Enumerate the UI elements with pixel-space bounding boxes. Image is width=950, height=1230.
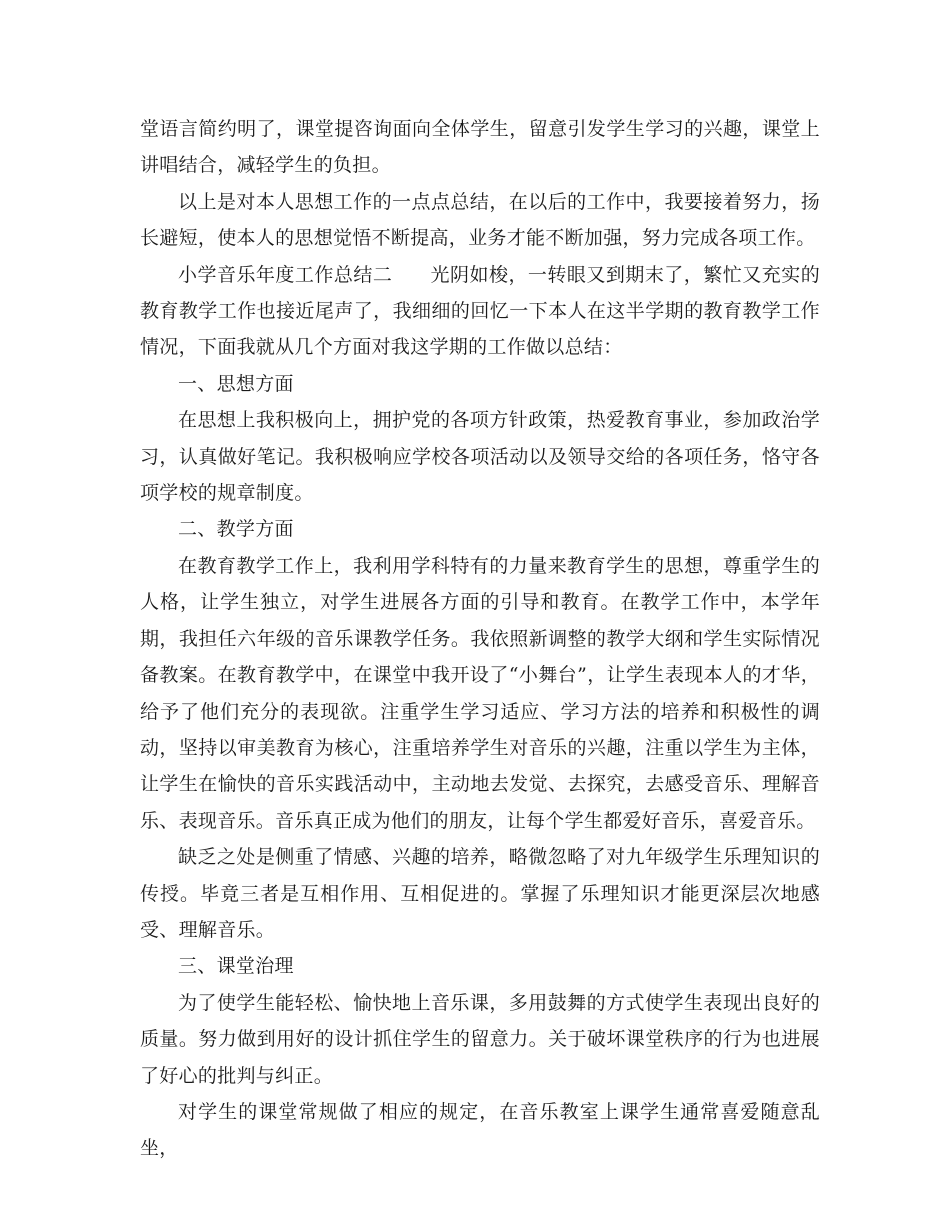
paragraph: 在思想上我积极向上，拥护党的各项方针政策，热爱教育事业，参加政治学习，认真做好笔记。我积极响应学校各项活动以及领导交给的各项任务，恪守各项学校的规章制度。 xyxy=(140,409,820,505)
paragraph-with-title xyxy=(140,257,820,366)
paragraph: 对学生的课堂常规做了相应的规定，在音乐教室上课学生通常喜爱随意乱坐， xyxy=(140,1100,820,1160)
paragraph: 以上是对本人思想工作的一点点总结，在以后的工作中，我要接着努力，扬长避短，使本人的思想觉悟不断提高，业务才能不断加强，努力完成各项工作。 xyxy=(140,190,820,250)
paragraph: 堂语言简约明了，课堂提咨询面向全体学生，留意引发学生学习的兴趣，课堂上讲唱结合，减轻学生的负担。 xyxy=(140,118,820,177)
document-body xyxy=(140,111,820,1167)
paragraph: 为了使学生能轻松、愉快地上音乐课，多用鼓舞的方式使学生表现出良好的质量。努力做到用好的设计抓住学生的留意力。关于破坏课堂秩序的行为也进展了好心的批判与纠正。 xyxy=(140,991,820,1087)
section-heading: 三、课堂治理 xyxy=(178,955,294,978)
paragraph: 在教育教学工作上，我利用学科特有的力量来教育学生的思想，尊重学生的人格，让学生独立，对学生进展各方面的引导和教育。在教学工作中，本学年期，我担任六年级的音乐课教学任务。我依照新调整的教学大纲和学生实际情况备教案。在教育教学中，在课堂中我开设了“小舞台”，让学生表现本人的才华，给予了他们充分的表现欲。注重学生学习适应、学习方法的培养和积极性的调动，坚持以审美教育为核心，注重培养学生对音乐的兴趣，注重以学生为主体，让学生在愉快的音乐实践活动中，主动地去发觉、去探究，去感受音乐、理解音乐、表现音乐。音乐真正成为他们的朋友，让每个学生都爱好音乐，喜爱音乐。 xyxy=(140,554,820,832)
section-heading: 一、思想方面 xyxy=(178,372,294,395)
section-title: 小学音乐年度工作总结二 xyxy=(178,263,393,286)
section-heading: 二、教学方面 xyxy=(178,518,294,541)
paragraph: 缺乏之处是侧重了情感、兴趣的培养，略微忽略了对九年级学生乐理知识的传授。毕竟三者是互相作用、互相促进的。掌握了乐理知识才能更深层次地感受、理解音乐。 xyxy=(140,846,820,941)
paragraph-text: 光阴如梭，一转眼又到期末了，繁忙又充实的教育教学工作也接近尾声了，我细细的回忆一下本人在这半学期的教育教学工作情况，下面我就从几个方面对我这学期的工作做以总结： xyxy=(140,263,820,359)
